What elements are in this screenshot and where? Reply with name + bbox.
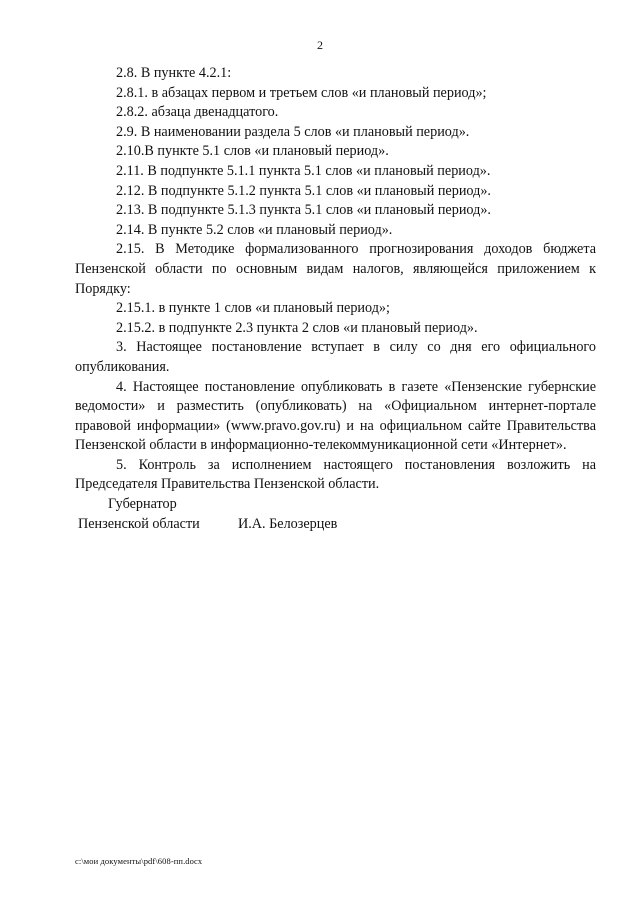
document-body [75,64,596,495]
paragraph: 2.13. В подпункте 5.1.3 пункта 5.1 слов «и плановый период». [116,202,491,219]
paragraph: 2.15.2. в подпункте 2.3 пункта 2 слов «и плановый период». [116,319,478,336]
paragraph: 2.15. В Методике формализованного прогнозирования доходов бюджета Пензенской области по основным видам налогов, являющейся приложением к Порядку: [75,241,596,297]
footer-file-path: c:\мои документы\pdf\608-пп.docx [75,856,203,866]
paragraph: 2.11. В подпункте 5.1.1 пункта 5.1 слов «и плановый период». [116,162,491,179]
paragraph: 2.9. В наименовании раздела 5 слов «и плановый период». [116,123,470,140]
signatory-name: И.А. Белозерцев [238,516,338,532]
paragraph: 5. Контроль за исполнением настоящего постановления возложить на Председателя Правительства Пензенской области. [75,456,596,493]
paragraph: 2.10.В пункте 5.1 слов «и плановый период». [116,143,389,160]
paragraph: 4. Настоящее постановление опубликовать в газете «Пензенские губернские ведомости» и разместить (опубликовать) на «Официальном интернет-портале правовой информации» (www.pravo.gov.ru) и на официальном сайте Правительства Пензенской области в информационно-телекоммуникационной сети «Интернет». [75,378,596,454]
paragraph: 2.15.1. в пункте 1 слов «и плановый период»; [116,300,390,317]
paragraph: 2.8.1. в абзацах первом и третьем слов «и плановый период»; [116,84,487,101]
paragraph: 2.8.2. абзаца двенадцатого. [116,104,279,121]
paragraph: 2.14. В пункте 5.2 слов «и плановый период». [116,221,393,238]
paragraph: 2.8. В пункте 4.2.1: [116,65,232,81]
signatory-row [78,514,337,534]
signatory-region: Пензенской области [78,516,200,532]
paragraph: 2.12. В подпункте 5.1.2 пункта 5.1 слов «и плановый период». [116,182,491,199]
signatory-title: Губернатор [108,496,177,512]
page-number: 2 [317,38,323,52]
signature-block [78,494,337,534]
paragraph: 3. Настоящее постановление вступает в силу со дня его официального опубликования. [75,339,596,375]
